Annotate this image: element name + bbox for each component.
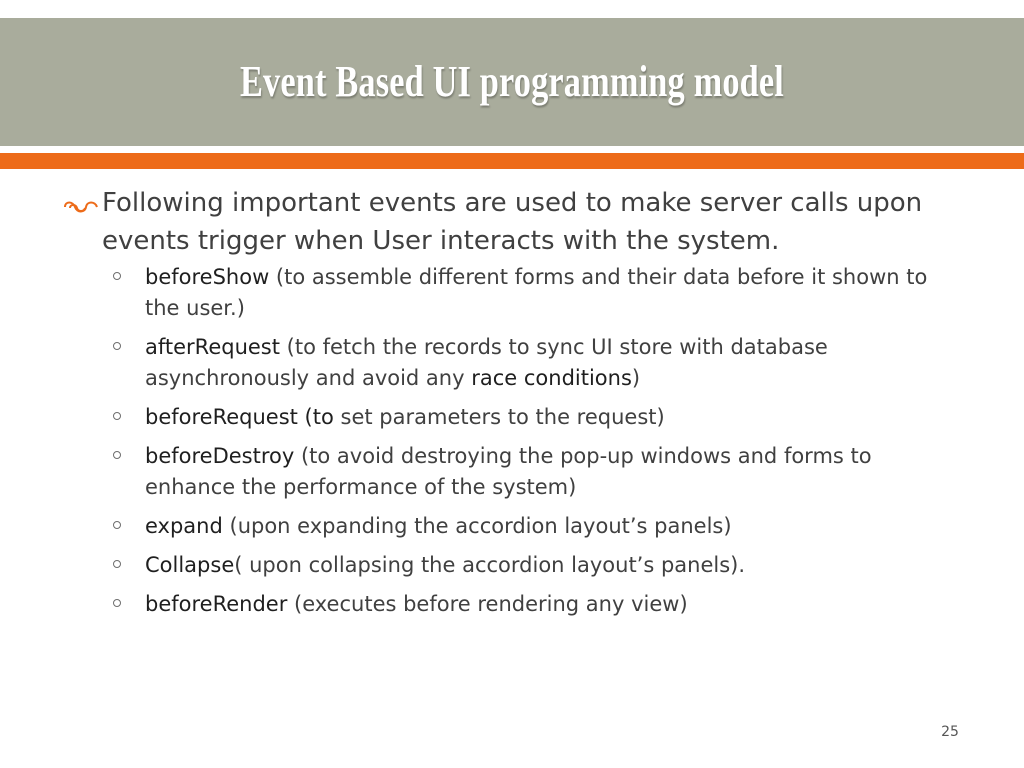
hollow-circle-bullet-icon: [113, 599, 121, 607]
event-item-beforerequest: [0, 402, 955, 433]
event-term: afterRequest: [145, 335, 280, 359]
event-term: beforeShow: [145, 265, 270, 289]
double-loop-bullet-icon: [62, 196, 102, 216]
hollow-circle-bullet-icon: [113, 412, 121, 420]
event-list: [0, 262, 1024, 628]
event-description: (to fetch the records to sync UI store with database asynchronously and avoid any: [145, 335, 828, 390]
event-term: beforeRender: [145, 592, 288, 616]
event-term: expand: [145, 514, 223, 538]
event-description: ( upon collapsing the accordion layout’s panels).: [234, 553, 746, 577]
event-item-beforeshow: [0, 262, 955, 324]
event-description: (to assemble different forms and their data before it shown to the user.): [145, 265, 928, 320]
event-item-beforedestroy: [0, 441, 955, 503]
hollow-circle-bullet-icon: [113, 272, 121, 280]
hollow-circle-bullet-icon: [113, 521, 121, 529]
main-bullet-text: Following important events are used to make server calls upon events trigger when User interacts with the system.: [102, 188, 923, 256]
event-description: (upon expanding the accordion layout’s panels): [222, 514, 732, 538]
hollow-circle-bullet-icon: [113, 342, 121, 350]
hollow-circle-bullet-icon: [113, 560, 121, 568]
event-description: (to avoid destroying the pop-up windows and forms to enhance the performance of the system): [145, 444, 872, 499]
event-item-expand: [0, 511, 955, 542]
page-number: 25: [941, 724, 959, 740]
event-description: (executes before rendering any view): [287, 592, 688, 616]
event-term: Collapse: [145, 553, 235, 577]
event-item-beforerender: [0, 589, 955, 620]
event-item-collapse: [0, 550, 955, 581]
event-description-tail: ): [631, 366, 641, 390]
event-term: beforeRequest (to: [145, 405, 334, 429]
hollow-circle-bullet-icon: [113, 451, 121, 459]
slide-title: Event Based UI programming model: [240, 57, 784, 106]
race-conditions-term: race conditions: [471, 366, 632, 390]
event-item-afterrequest: [0, 332, 955, 394]
event-description: set parameters to the request): [333, 405, 665, 429]
event-term: beforeDestroy: [145, 444, 295, 468]
